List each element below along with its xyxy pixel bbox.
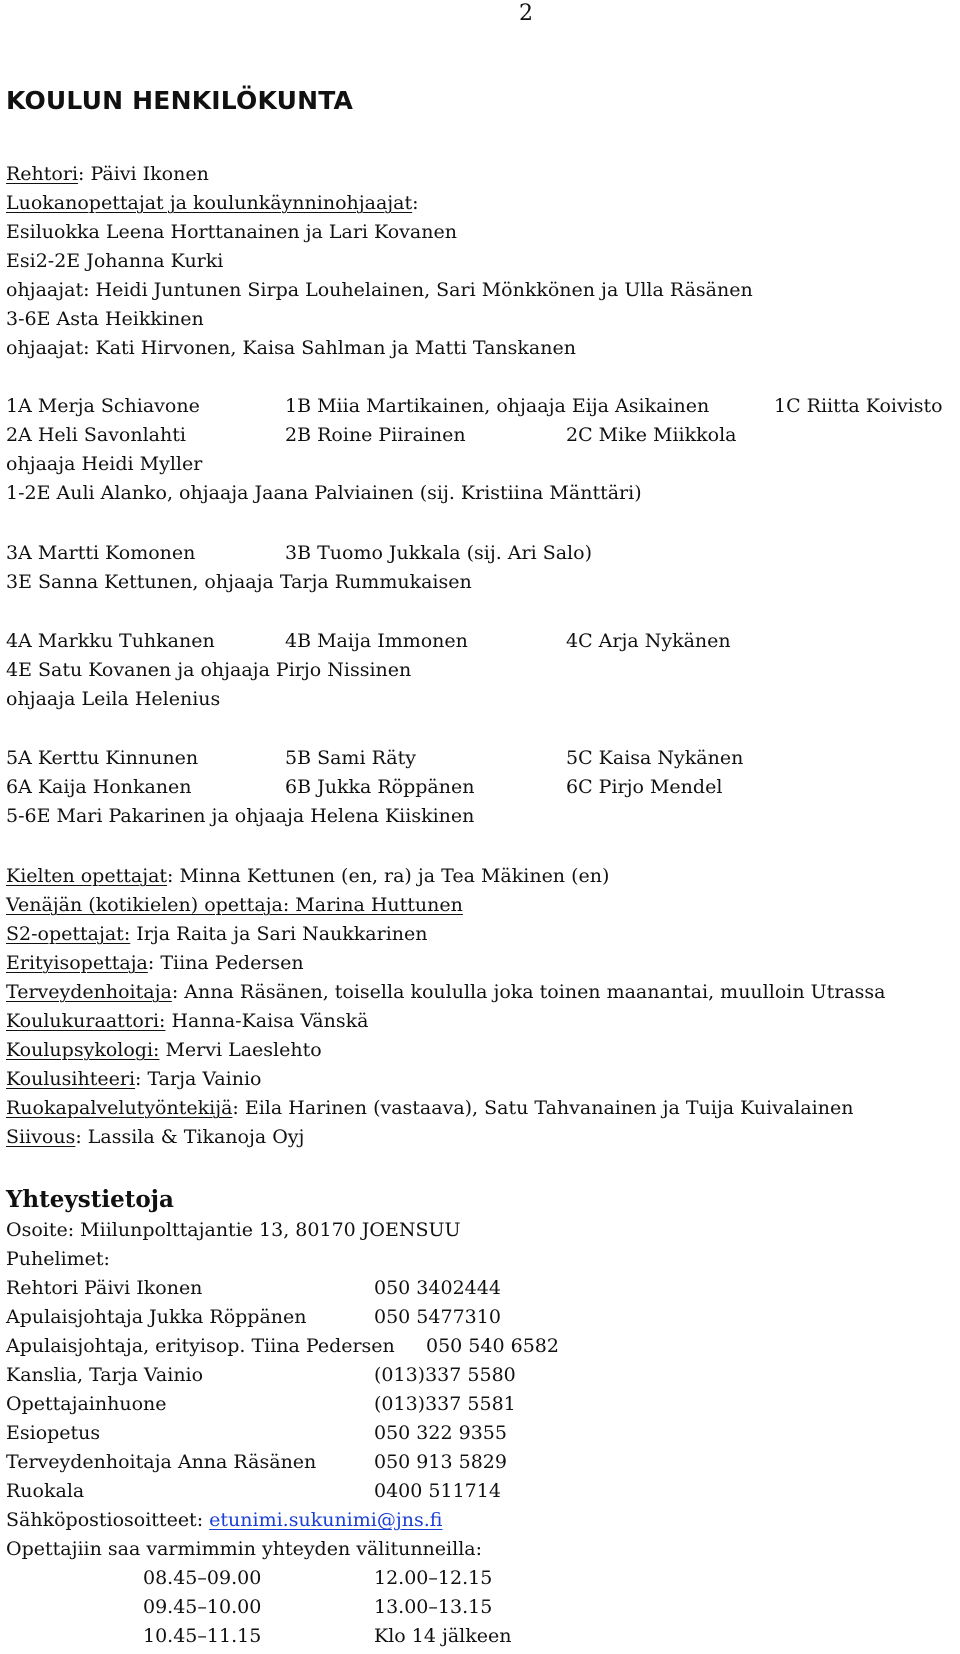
- class-cell: 5C Kaisa Nykänen: [566, 747, 744, 769]
- role-line: [6, 864, 609, 888]
- staff-line: ohjaajat: Kati Hirvonen, Kaisa Sahlman ja Matti Tanskanen: [6, 337, 576, 359]
- class-cell: 1-2E Auli Alanko, ohjaaja Jaana Palviainen (sij. Kristiina Mänttäri): [6, 482, 642, 504]
- phone-number: (013)337 5581: [374, 1393, 516, 1415]
- break-time: 13.00–13.15: [374, 1596, 493, 1618]
- phone-number: 0400 511714: [374, 1480, 501, 1502]
- principal-line: [6, 162, 209, 186]
- contact-heading: Yhteystietoja: [6, 1186, 174, 1213]
- phone-number: 050 5477310: [374, 1306, 501, 1328]
- break-time: 10.45–11.15: [143, 1625, 262, 1647]
- class-cell: 1B Miia Martikainen, ohjaaja Eija Asikainen: [285, 395, 710, 417]
- role-value: : Tiina Pedersen: [147, 952, 304, 974]
- phone-number: 050 3402444: [374, 1277, 501, 1299]
- role-label: Erityisopettaja: [6, 952, 148, 974]
- email-label: Sähköpostiosoitteet:: [6, 1509, 210, 1531]
- phone-name: Kanslia, Tarja Vainio: [6, 1364, 204, 1386]
- role-line: [6, 1067, 261, 1091]
- role-line: [6, 1125, 304, 1149]
- role-label: Ruokapalvelutyöntekijä: [6, 1097, 233, 1119]
- staff-line: Esiluokka Leena Horttanainen ja Lari Kovanen: [6, 221, 457, 243]
- break-time: 08.45–09.00: [143, 1567, 262, 1589]
- role-line: [6, 1009, 368, 1033]
- class-cell: 1C Riitta Koivisto: [774, 395, 943, 417]
- email-line: [6, 1508, 442, 1532]
- class-cell: 2C Mike Miikkola: [566, 424, 737, 446]
- role-label: Siivous: [6, 1126, 76, 1148]
- phone-number: 050 322 9355: [374, 1422, 507, 1444]
- class-cell: 6A Kaija Honkanen: [6, 776, 192, 798]
- phones-label: Puhelimet:: [6, 1248, 110, 1270]
- class-teachers-heading: [6, 191, 419, 215]
- class-cell: 4E Satu Kovanen ja ohjaaja Pirjo Nissinen: [6, 659, 412, 681]
- phone-name: Apulaisjohtaja Jukka Röppänen: [6, 1306, 307, 1328]
- role-value: Irja Raita ja Sari Naukkarinen: [130, 923, 428, 945]
- class-cell: 2B Roine Piirainen: [285, 424, 466, 446]
- email-link[interactable]: etunimi.sukunimi@jns.fi: [209, 1509, 443, 1531]
- role-value: Mervi Laeslehto: [159, 1039, 322, 1061]
- phone-name: Esiopetus: [6, 1422, 101, 1444]
- role-value: Hanna-Kaisa Vänskä: [165, 1010, 369, 1032]
- class-cell: 5-6E Mari Pakarinen ja ohjaaja Helena Kiiskinen: [6, 805, 475, 827]
- class-cell: 6B Jukka Röppänen: [285, 776, 475, 798]
- address-line: Osoite: Miilunpolttajantie 13, 80170 JOENSUU: [6, 1219, 461, 1241]
- phone-name: Rehtori Päivi Ikonen: [6, 1277, 203, 1299]
- role-value: : Tarja Vainio: [135, 1068, 262, 1090]
- class-cell: 3A Martti Komonen: [6, 542, 196, 564]
- class-cell: 4A Markku Tuhkanen: [6, 630, 215, 652]
- break-time: Klo 14 jälkeen: [374, 1625, 512, 1647]
- phone-name: Terveydenhoitaja Anna Räsänen: [6, 1451, 317, 1473]
- phone-name: Apulaisjohtaja, erityisop. Tiina Pedersen: [6, 1335, 395, 1357]
- phone-number: 050 913 5829: [374, 1451, 507, 1473]
- role-label: Venäjän (kotikielen) opettaja: Marina Huttunen: [6, 894, 463, 916]
- class-cell: ohjaaja Heidi Myller: [6, 453, 203, 475]
- role-line: [6, 893, 463, 917]
- role-line: [6, 951, 304, 975]
- role-line: [6, 1096, 853, 1120]
- class-cell: 4B Maija Immonen: [285, 630, 468, 652]
- role-line: [6, 1038, 322, 1062]
- staff-line: 3-6E Asta Heikkinen: [6, 308, 204, 330]
- phone-name: Opettajainhuone: [6, 1393, 167, 1415]
- class-cell: 3E Sanna Kettunen, ohjaaja Tarja Rummukaisen: [6, 571, 472, 593]
- break-time: 09.45–10.00: [143, 1596, 262, 1618]
- phone-number: (013)337 5580: [374, 1364, 516, 1386]
- class-teachers-colon: :: [412, 192, 419, 214]
- class-cell: 5A Kerttu Kinnunen: [6, 747, 199, 769]
- role-value: : Lassila & Tikanoja Oyj: [75, 1126, 305, 1148]
- phone-name: Ruokala: [6, 1480, 85, 1502]
- role-value: : Eila Harinen (vastaava), Satu Tahvanainen ja Tuija Kuivalainen: [232, 1097, 854, 1119]
- class-cell: 6C Pirjo Mendel: [566, 776, 723, 798]
- role-value: : Minna Kettunen (en, ra) ja Tea Mäkinen (en): [167, 865, 610, 887]
- role-value: : Anna Räsänen, toisella koululla joka toinen maanantai, muulloin Utrassa: [171, 981, 886, 1003]
- staff-line: Esi2-2E Johanna Kurki: [6, 250, 224, 272]
- class-cell: 3B Tuomo Jukkala (sij. Ari Salo): [285, 542, 592, 564]
- role-line: [6, 980, 886, 1004]
- role-label: Kielten opettajat: [6, 865, 168, 887]
- role-label: Koulupsykologi:: [6, 1039, 160, 1061]
- page-number: 2: [519, 1, 533, 26]
- page-title: KOULUN HENKILÖKUNTA: [6, 86, 354, 115]
- class-cell: 1A Merja Schiavone: [6, 395, 200, 417]
- class-cell: 5B Sami Räty: [285, 747, 417, 769]
- class-cell: 2A Heli Savonlahti: [6, 424, 186, 446]
- staff-line: ohjaajat: Heidi Juntunen Sirpa Louhelainen, Sari Mönkkönen ja Ulla Räsänen: [6, 279, 753, 301]
- role-label: Koulukuraattori:: [6, 1010, 166, 1032]
- principal-label: Rehtori: [6, 163, 79, 185]
- principal-value: : Päivi Ikonen: [78, 163, 209, 185]
- reach-note: Opettajiin saa varmimmin yhteyden välitunneilla:: [6, 1538, 483, 1560]
- role-label: Terveydenhoitaja: [6, 981, 172, 1003]
- role-label: S2-opettajat:: [6, 923, 131, 945]
- break-time: 12.00–12.15: [374, 1567, 493, 1589]
- class-cell: 4C Arja Nykänen: [566, 630, 731, 652]
- class-teachers-label: Luokanopettajat ja koulunkäynninohjaajat: [6, 192, 413, 214]
- class-cell: ohjaaja Leila Helenius: [6, 688, 221, 710]
- role-label: Koulusihteeri: [6, 1068, 136, 1090]
- role-line: [6, 922, 428, 946]
- phone-number: 050 540 6582: [426, 1335, 559, 1357]
